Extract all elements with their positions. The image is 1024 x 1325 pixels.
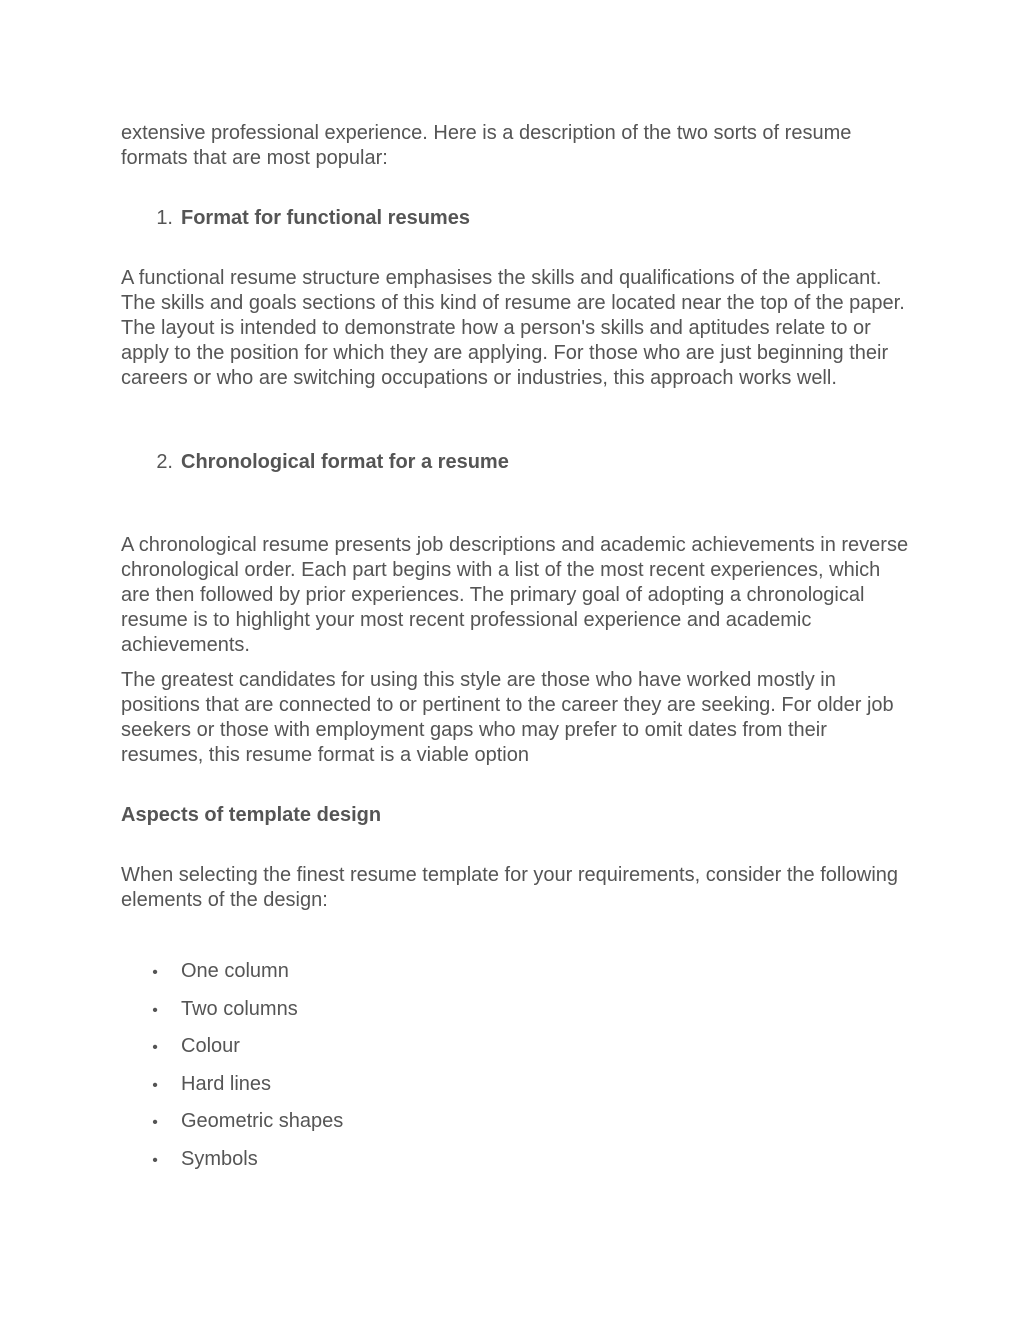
list-item: [121, 1072, 911, 1110]
list-item: [121, 1147, 911, 1185]
bullet-icon: •: [152, 1001, 158, 1019]
bullet-icon: •: [152, 1039, 158, 1056]
list-item: [121, 1034, 911, 1072]
list-item-label: Two columns: [181, 997, 298, 1020]
section-2-number: 2.: [156, 451, 173, 473]
bullet-icon: •: [152, 964, 158, 981]
design-intro: When selecting the finest resume template for your requirements, consider the following elements of the design:: [121, 864, 899, 911]
section-1-body: A functional resume structure emphasises the skills and qualifications of the applicant. The skills and goals sections of this kind of resume are located near the top of the paper. The layout is intended to demonstrate how a person's skills and aptitudes relate to or apply to the position for which they are applying. For those who are just beginning their careers or who are switching occupations or industries, this approach works well.: [121, 267, 905, 389]
list-item-label: Hard lines: [181, 1072, 272, 1095]
list-item-label: One column: [181, 960, 289, 982]
section-1-number: 1.: [156, 207, 173, 229]
intro-paragraph: extensive professional experience. Here is a description of the two sorts of resume formats that are most popular:: [121, 122, 852, 169]
document-page: [121, 121, 911, 1184]
list-item: [121, 959, 911, 997]
bullet-icon: •: [152, 1151, 158, 1169]
list-item: [121, 1109, 911, 1147]
list-item-label: Geometric shapes: [181, 1110, 344, 1132]
bullet-icon: •: [152, 1076, 158, 1094]
section-2-heading: [121, 450, 911, 475]
section-2-body-1: A chronological resume presents job descriptions and academic achievements in reverse chronological order. Each part begins with a list of the most recent experiences, which are then followed by prior experiences. The primary goal of adopting a chronological resume is to highlight your most recent professional experience and academic achievements.: [121, 534, 909, 656]
design-elements-list: [121, 959, 911, 1184]
section-1-heading: [121, 206, 911, 231]
section-2-title: Chronological format for a resume: [181, 451, 509, 473]
section-2-body-2: The greatest candidates for using this style are those who have worked mostly in positions that are connected to or pertinent to the career they are seeking. For older job seekers or those with employment gaps who may prefer to omit dates from their resumes, this resume format is a viable option: [121, 669, 894, 766]
list-item: [121, 997, 911, 1035]
list-item-label: Colour: [181, 1035, 240, 1057]
design-heading: Aspects of template design: [121, 804, 382, 826]
bullet-icon: •: [152, 1114, 158, 1131]
list-item-label: Symbols: [181, 1147, 258, 1170]
section-1-title: Format for functional resumes: [181, 207, 470, 229]
